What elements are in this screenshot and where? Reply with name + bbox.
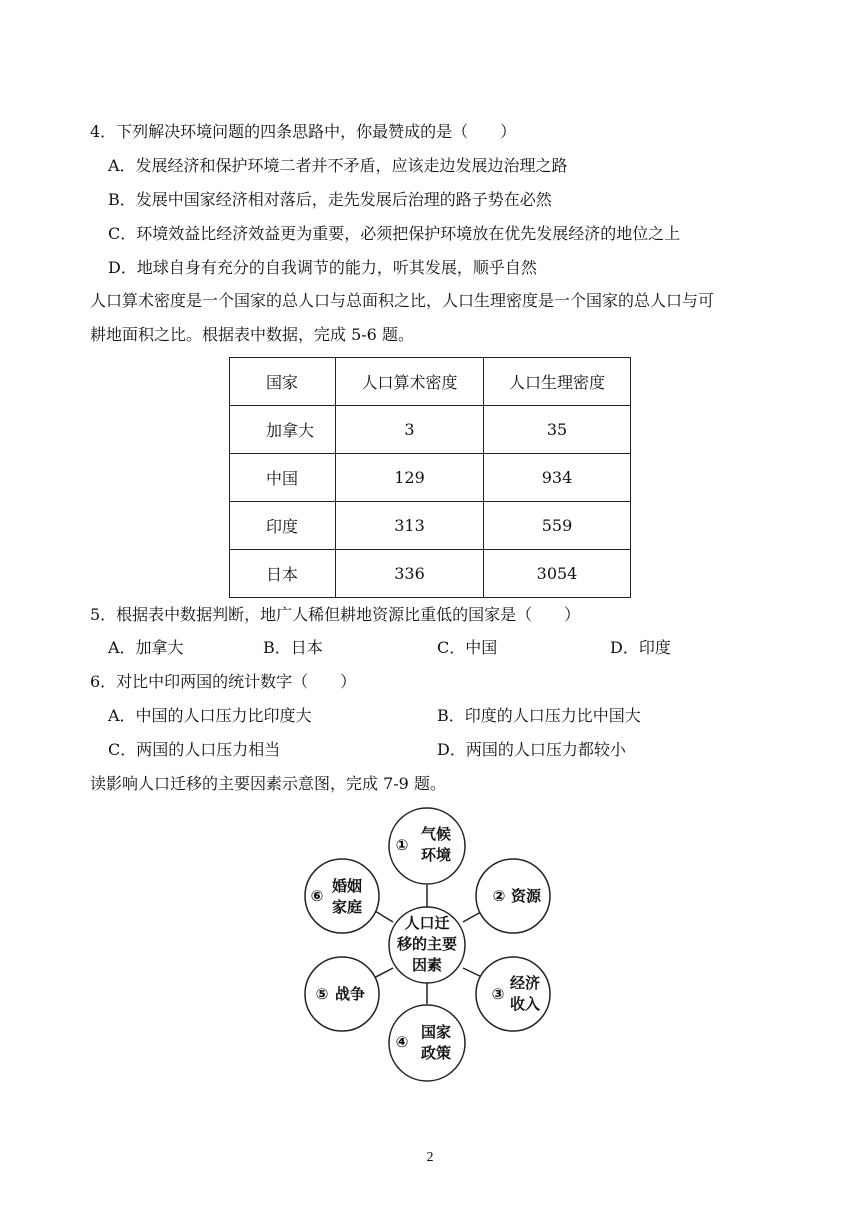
- q4-option-c: C．环境效益比经济效益更为重要，必须把保护环境放在优先发展经济的地位之上: [108, 224, 681, 243]
- factor-6-label-1: 婚姻: [331, 877, 363, 895]
- factor-1-number: ①: [395, 836, 409, 854]
- factor-2-label-1: 资源: [510, 887, 542, 905]
- factor-3-label-2: 收入: [509, 995, 541, 1013]
- q6-stem: 6．对比中印两国的统计数字（ ）: [90, 672, 357, 691]
- table-row: [230, 502, 631, 550]
- q6-option-a: A．中国的人口压力比印度大: [108, 706, 312, 725]
- q5-option-c: C．中国: [437, 638, 498, 657]
- intro-5-6-line2: 耕地面积之比。根据表中数据，完成 5-6 题。: [90, 325, 414, 344]
- table-cell: 日本: [230, 550, 336, 598]
- table-cell: 3054: [484, 550, 631, 598]
- table-cell: 336: [336, 550, 484, 598]
- page-number: 2: [426, 1150, 434, 1165]
- factor-1-label-1: 气候: [420, 825, 452, 843]
- factor-3-number: ③: [491, 985, 505, 1003]
- q5-option-b: B．日本: [263, 638, 323, 657]
- factor-5-number: ⑤: [315, 985, 329, 1003]
- intro-7-9: 读影响人口迁移的主要因素示意图，完成 7-9 题。: [90, 774, 446, 793]
- density-table: [229, 357, 631, 598]
- table-header-arithmetic: 人口算术密度: [336, 358, 484, 406]
- table-header-country: 国家: [230, 358, 336, 406]
- factor-6-number: ⑥: [310, 887, 324, 905]
- center-label-3: 因素: [411, 956, 443, 974]
- table-header-physiological: 人口生理密度: [484, 358, 631, 406]
- q4-stem: 4．下列解决环境问题的四条思路中，你最赞成的是（ ）: [90, 122, 517, 141]
- table-cell: 129: [336, 454, 484, 502]
- table-row: [230, 550, 631, 598]
- table-cell: 313: [336, 502, 484, 550]
- table-header-row: [230, 358, 631, 406]
- factor-1-label-2: 环境: [420, 846, 452, 864]
- factor-3-label-1: 经济: [509, 974, 541, 992]
- table-cell: 559: [484, 502, 631, 550]
- center-label-1: 人口迁: [404, 914, 450, 932]
- q6-option-d: D．两国的人口压力都较小: [437, 740, 626, 759]
- table-row: [230, 406, 631, 454]
- factor-4-label-1: 国家: [420, 1023, 452, 1041]
- table-cell: 中国: [230, 454, 336, 502]
- center-label-2: 移的主要: [396, 935, 458, 953]
- factor-5-label-1: 战争: [334, 985, 366, 1003]
- factor-2-number: ②: [492, 887, 506, 905]
- q5-option-d: D．印度: [610, 638, 671, 657]
- q4-option-a: A．发展经济和保护环境二者并不矛盾，应该走边发展边治理之路: [108, 156, 568, 175]
- table-cell: 加拿大: [230, 406, 336, 454]
- q4-option-b: B．发展中国家经济相对落后，走先发展后治理的路子势在必然: [108, 190, 552, 209]
- q4-option-d: D．地球自身有充分的自我调节的能力，听其发展，顺乎自然: [108, 258, 537, 277]
- factor-6-label-2: 家庭: [331, 898, 363, 916]
- table-cell: 3: [336, 406, 484, 454]
- table-cell: 934: [484, 454, 631, 502]
- factor-4-label-2: 政策: [420, 1044, 452, 1062]
- factor-circle-3: [476, 957, 550, 1031]
- factor-4-number: ④: [395, 1033, 409, 1051]
- q6-option-b: B．印度的人口压力比中国大: [437, 706, 641, 725]
- table-cell: 印度: [230, 502, 336, 550]
- table-row: [230, 454, 631, 502]
- table-cell: 35: [484, 406, 631, 454]
- q6-option-c: C．两国的人口压力相当: [108, 740, 281, 759]
- q5-stem: 5．根据表中数据判断，地广人稀但耕地资源比重低的国家是（ ）: [90, 605, 581, 624]
- intro-5-6-line1: 人口算术密度是一个国家的总人口与总面积之比，人口生理密度是一个国家的总人口与可: [90, 291, 715, 310]
- migration-factors-diagram: [290, 806, 570, 1086]
- q5-option-a: A．加拿大: [108, 638, 184, 657]
